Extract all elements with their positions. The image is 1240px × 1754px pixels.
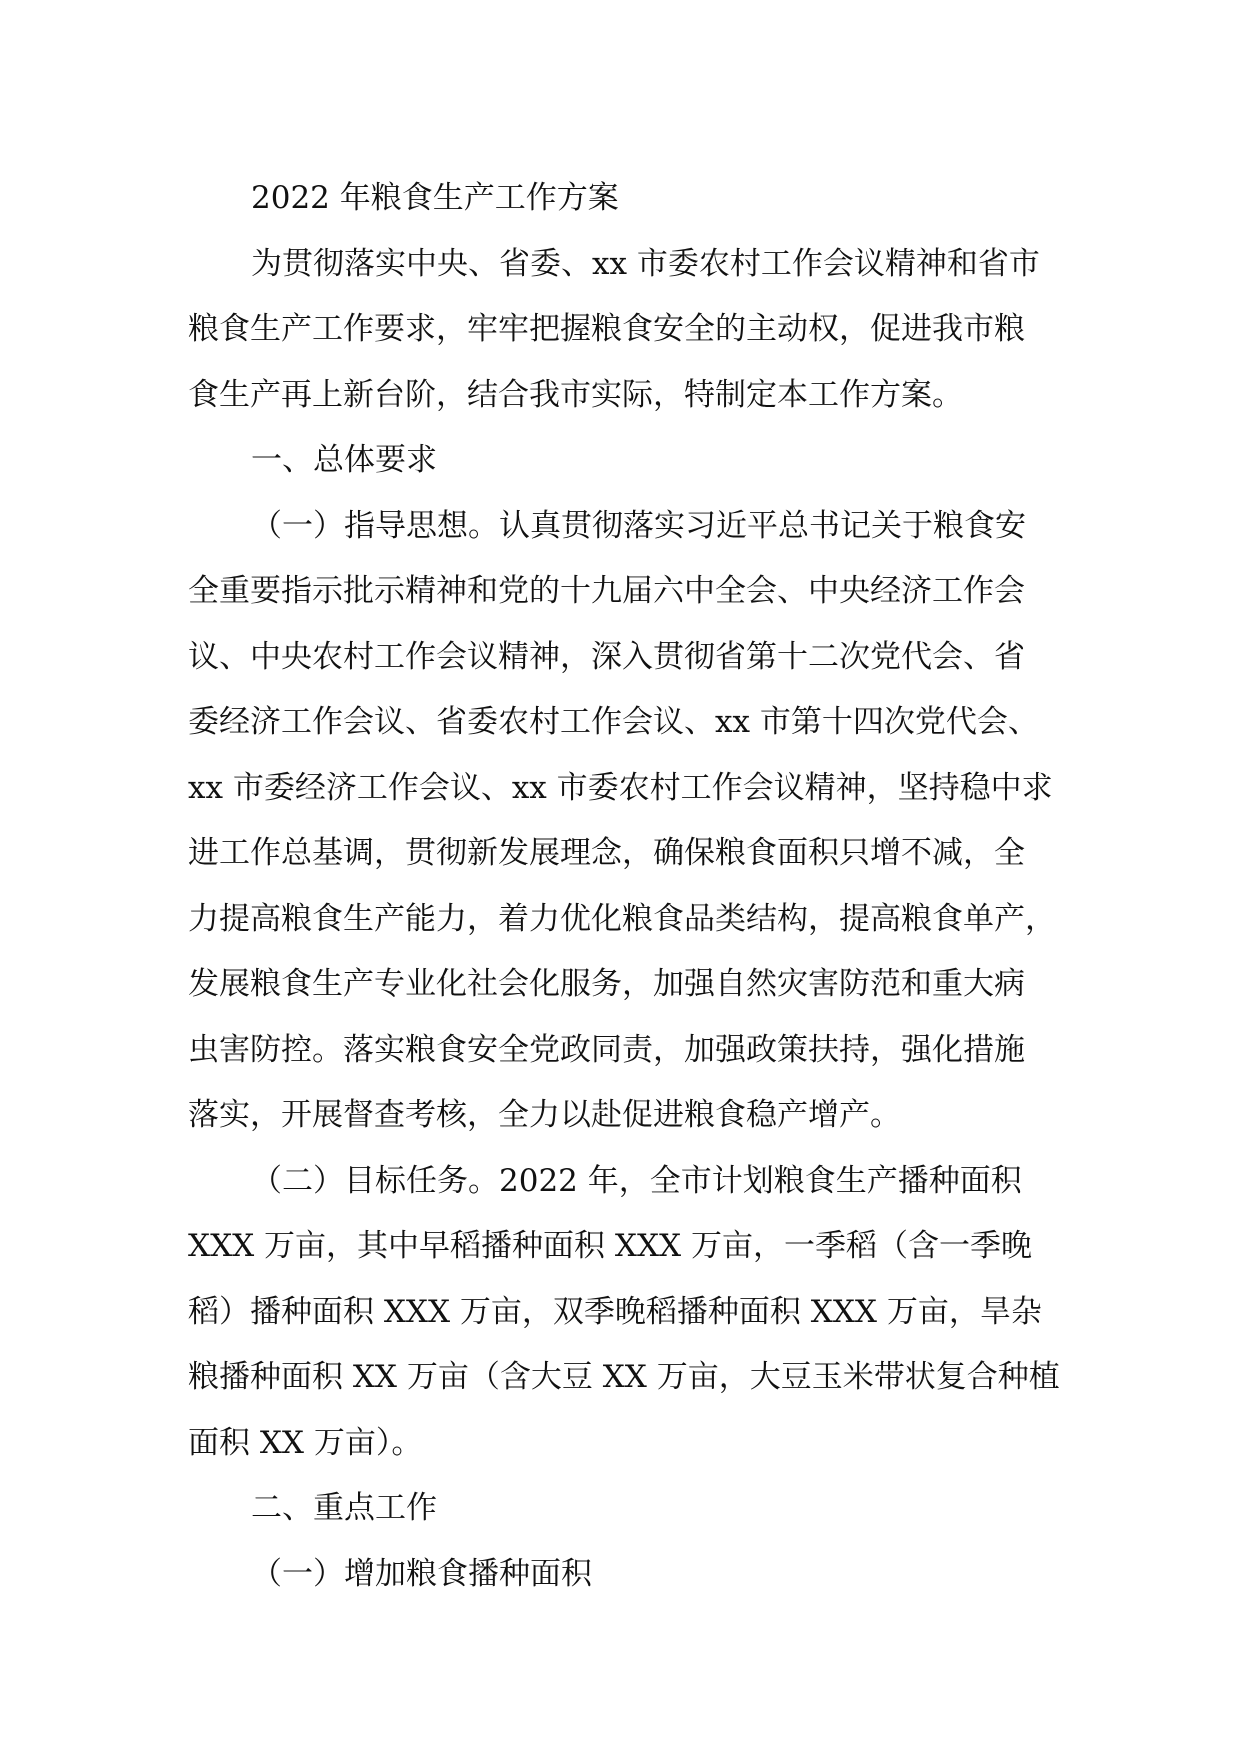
- text-line: 稻）播种面积 XXX 万亩，双季晚稻播种面积 XXX 万亩，旱杂: [188, 1293, 1042, 1330]
- text-line: （一）增加粮食播种面积: [251, 1555, 592, 1592]
- text-line: 食生产再上新台阶，结合我市实际，特制定本工作方案。: [188, 376, 963, 413]
- text-line: 为贯彻落实中央、省委、xx 市委农村工作会议精神和省市: [251, 245, 1040, 282]
- text-line: 落实，开展督查考核，全力以赴促进粮食稳产增产。: [188, 1097, 901, 1133]
- text-line: 进工作总基调，贯彻新发展理念，确保粮食面积只增不减，全: [188, 835, 1025, 871]
- text-line: 二、重点工作: [251, 1490, 437, 1526]
- text-line: 力提高粮食生产能力，着力优化粮食品类结构，提高粮食单产，: [188, 900, 1056, 937]
- text-line: 议、中央农村工作会议精神，深入贯彻省第十二次党代会、省: [188, 638, 1025, 675]
- text-line: 粮食生产工作要求，牢牢把握粮食安全的主动权，促进我市粮: [188, 311, 1025, 347]
- text-line: 发展粮食生产专业化社会化服务，加强自然灾害防范和重大病: [188, 966, 1025, 1002]
- document-lines: [188, 232, 1068, 1608]
- text-line: 全重要指示批示精神和党的十九届六中全会、中央经济工作会: [188, 573, 1025, 609]
- text-line: （一）指导思想。认真贯彻落实习近平总书记关于粮食安: [251, 507, 1026, 544]
- text-line: 粮播种面积 XX 万亩（含大豆 XX 万亩，大豆玉米带状复合种植: [188, 1359, 1060, 1395]
- document-body: [188, 166, 1068, 1607]
- document-title: 2022 年粮食生产工作方案: [251, 180, 619, 216]
- text-line: （二）目标任务。2022 年，全市计划粮食生产播种面积: [251, 1162, 1022, 1199]
- text-line: 面积 XX 万亩）。: [188, 1424, 423, 1461]
- text-line: 一、总体要求: [251, 442, 437, 478]
- text-line: 委经济工作会议、省委农村工作会议、xx 市第十四次党代会、: [188, 704, 1039, 740]
- text-line: XXX 万亩，其中早稻播种面积 XXX 万亩，一季稻（含一季晚: [188, 1228, 1032, 1264]
- text-line: 虫害防控。落实粮食安全党政同责，加强政策扶持，强化措施: [188, 1031, 1025, 1068]
- text-line: xx 市委经济工作会议、xx 市委农村工作会议精神，坚持稳中求: [188, 769, 1053, 806]
